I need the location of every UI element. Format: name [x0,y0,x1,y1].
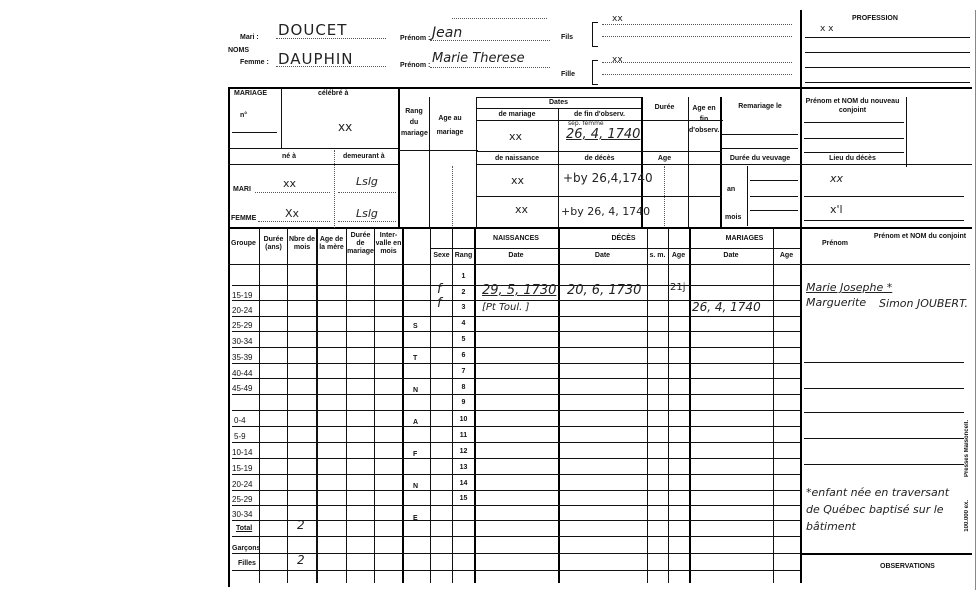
observation-note: *enfant née en traversant de Québec baptisé sur le bâtiment [806,486,950,533]
duree-mariage-label: Durée de mariage [347,232,374,255]
enfants-letter: N [413,387,419,394]
child-naissance: 29, 5, 1730 [482,283,557,298]
age-small-label: Age [657,155,672,162]
ne-a-label: né à [282,153,297,160]
sexe-label: Sexe [433,252,450,259]
age-mariage-label: Age au mariage [436,115,464,136]
intervalle-label: Inter-valle en mois [375,232,402,255]
mari-ne-value: xx [283,177,297,190]
fin-obs-note: sep. femme [568,120,604,127]
fils-value: xx [612,14,623,24]
rank-number: 13 [459,464,468,471]
group-label-top: 20-24 [232,306,253,315]
child-conjoint: Simon JOUBERT. [879,297,968,310]
rank-number: 15 [459,495,468,502]
nbre-mois-label: Nbre de mois [288,236,316,251]
mari-prenom-label: Prénom : [400,35,431,42]
age-mere-label: Age de la mère [319,236,344,251]
mari-demeurant-value: Lslg [356,175,378,188]
rank-number: 11 [459,432,468,439]
group-label-top: 45-49 [232,384,253,393]
enfants-letter: T [413,355,418,362]
rank-number: 7 [461,368,466,375]
mariage-date-label: Date [723,252,739,259]
enfants-letter: A [413,419,419,426]
duree-ans-label: Durée (ans) [263,236,284,251]
mariage-age-label: Age [779,252,794,259]
remariage-label: Remariage le [738,103,782,110]
rank-number: 6 [461,352,466,359]
naissance-date-label: Date [508,252,524,259]
mari-name: DOUCET [278,21,348,39]
fille-value: xx [612,55,623,65]
duree-veuvage-label: Durée du veuvage [729,155,791,162]
naissances-label: NAISSANCES [493,235,539,242]
celebre-label: célébré à [318,90,349,97]
deces-label: DÉCÈS [611,235,636,242]
child-sexe: f [437,296,442,311]
rank-number: 14 [459,480,468,487]
date-mariage-value: xx [509,130,523,143]
group-label-bottom: 30-34 [232,510,253,519]
child-prenom: Marie Josephe * [806,281,893,294]
noms-label: NOMS [228,47,249,54]
femme-naissance-value: xx [515,203,529,216]
group-label-bottom: 5-9 [234,432,246,441]
rank-number: 8 [461,384,466,391]
de-deces-label: de décès [584,155,615,162]
child-mariage: 26, 4, 1740 [692,300,761,314]
lieu-deces-label: Lieu du décès [829,155,876,162]
group-label-top: 25-29 [232,321,253,330]
mari-prenom: Jean [432,25,463,41]
group-label-bottom: 25-29 [232,495,253,504]
mari-deces-value: +by 26,4,1740 [563,171,653,185]
rank-number: 12 [459,448,468,455]
print-run: 100.000 ex. [964,500,970,532]
de-mariage-label: de mariage [498,111,536,118]
deces-age-label: Age [671,252,686,259]
mois-label: mois [725,214,742,221]
group-label-bottom: 20-24 [232,480,253,489]
lieu-femme-value: x'l [830,203,843,216]
lieu-mari-value: xx [830,172,844,185]
group-label-top: 30-34 [232,337,253,346]
duree-label: Durée [654,104,675,111]
group-label-top: 15-19 [232,291,253,300]
femme-prenom: Marie Therese [432,51,525,66]
femme-name: DAUPHIN [278,50,354,68]
profession-label: PROFESSION [852,15,898,22]
child-deces-age: 21j [670,282,686,293]
fin-obs-value: 26, 4, 1740 [566,127,641,142]
child-deces: 20, 6, 1730 [567,283,642,298]
de-naissance-label: de naissance [495,155,539,162]
rank-number: 3 [461,304,466,311]
femme-row-label: FEMME [231,215,257,222]
rang-label: Rang [454,252,473,259]
child-prenom: Marguerite [806,296,867,309]
femme-demeurant-value: Lslg [356,207,378,220]
mari-label: Mari : [240,34,259,41]
enfants-letter: S [413,323,418,330]
rank-number: 10 [459,416,468,423]
filles-value: 2 [297,553,305,567]
age-fin-label: Age en fin d'observ. [689,105,720,134]
femme-ne-value: Xx [285,207,300,220]
femme-prenom-label: Prénom : [400,62,431,69]
filles-label: Filles [238,560,256,567]
demeurant-label: demeurant à [343,153,385,160]
rank-number: 5 [461,336,466,343]
profession-value: x x [820,24,834,34]
mariage-label: MARIAGE [234,90,268,97]
mari-row-label: MARI [233,186,251,193]
femme-label: Femme : [240,59,269,66]
fils-label: Fils [561,34,574,41]
de-fin-label: de fin d'observ. [574,111,625,118]
rank-number: 2 [461,289,466,296]
sm-label: s. m. [649,252,666,259]
group-label-top: 40-44 [232,369,253,378]
mariages-label: MARIAGES [725,235,764,242]
mari-naissance-value: xx [511,174,525,187]
deces-date-label: Date [594,252,611,259]
group-label-top: 35-39 [232,353,253,362]
rank-number: 4 [461,320,466,327]
dates-label: Dates [548,99,569,106]
an-label: an [727,186,736,193]
enfants-letter: F [413,451,418,458]
child-sexe: f [437,282,442,297]
no-label: n° [240,112,248,119]
total-value: 2 [297,518,305,532]
observations-label: OBSERVATIONS [880,563,935,570]
enfants-letter: E [413,515,418,522]
total-label: Total [236,525,253,532]
garcons-label: Garçons [232,545,261,552]
groupe-label: Groupe [231,240,256,247]
enfants-letter: N [413,483,419,490]
child-naissance: [Pt Toul. ] [482,302,530,313]
group-label-bottom: 15-19 [232,464,253,473]
rank-number: 9 [461,399,466,406]
fille-label: Fille [561,71,576,78]
group-label-bottom: 10-14 [232,448,253,457]
rank-number: 1 [461,273,466,280]
rang-mariage-label: Rang du mariage [401,108,428,137]
femme-deces-value: +by 26, 4, 1740 [561,205,651,218]
printer-mark: Presses Maisoncell. [964,420,970,478]
prenom-nom-conjoint-label: Prénom et NOM du nouveau conjoint [805,98,900,114]
prenom-nom-conjoint-child-label: Prénom et NOM du conjoint [873,233,967,240]
group-label-bottom: 0-4 [234,416,246,425]
celebre-value: xx [338,120,353,134]
prenom-label: Prénom [821,240,849,247]
